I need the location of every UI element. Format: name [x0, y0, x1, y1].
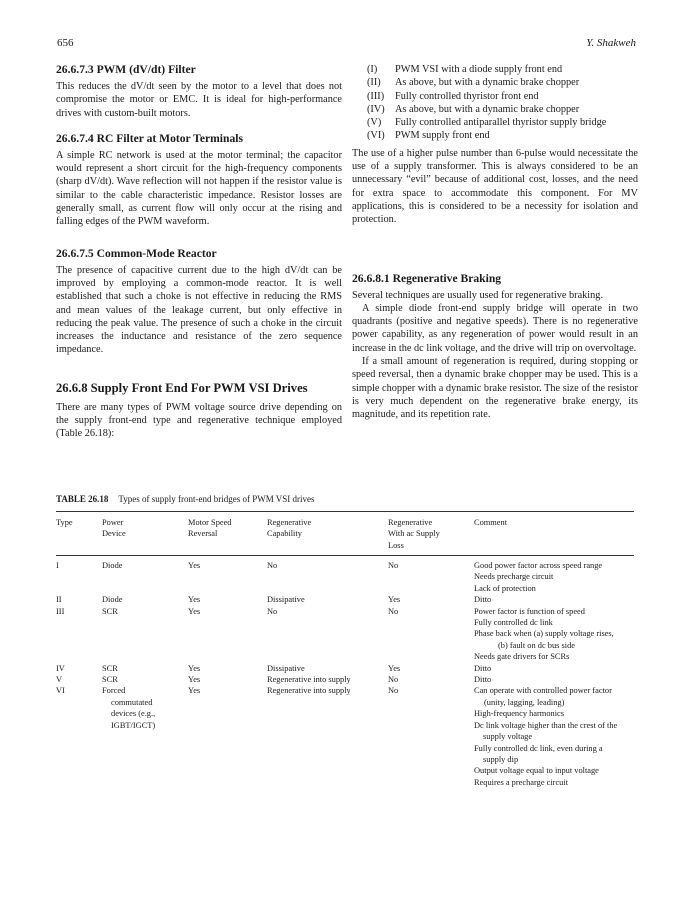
table-caption: [56, 494, 315, 504]
table-row: VI Forced commutated devices (e.g., IGBT/IGCT) Yes Regenerative into supply No Can operate with controlled power factor (unity, lagging, leading) High-frequency harmonics Dc link voltage higher than the crest of the supply voltage Fully controlled dc link, even during a supply dip Output voltage equal to input voltage Requires a precharge circuit: [56, 686, 618, 787]
table-row: V SCR Yes Regenerative into supply No Ditto: [56, 675, 492, 685]
table-row: II Diode Yes Dissipative Yes Ditto: [56, 595, 492, 605]
left-column: [56, 63, 342, 441]
paragraph-pulse-number: The use of a higher pulse number than 6-pulse would necessitate the use of a supply transformer. This is always considered to be an unnecessary “evil” because of additional cost, losses, and the need for extra space to accommodate this component. For MV applications, this is considered to be a necessity for isolation and protection.: [352, 147, 638, 226]
section-heading-pwm-filter: 26.6.7.3 PWM (dV/dt) Filter: [56, 63, 196, 76]
section-heading-supply-front-end: 26.6.8 Supply Front End For PWM VSI Drives: [56, 380, 308, 395]
paragraph-rc-filter: A simple RC network is used at the motor terminal; the capacitor would represent a short circuit for the high-frequency components (sharp dV/dt). Wave reflection will not happen if the resistor value is similar to the cable characteristic impedance. Resistor losses are generally small, as current flow will only occur at the rising and falling edges of the PWM waveform.: [56, 149, 342, 228]
drive-types-list: [352, 63, 638, 143]
table-label: TABLE 26.18: [56, 494, 109, 504]
header-power-device: Power Device: [102, 518, 126, 539]
paragraph-dynamic-brake: If a small amount of regeneration is required, during stopping or speed reversal, then a dynamic brake chopper may be used. This is a simple chopper with a dynamic brake resistor. The size of the resistor is very much dependent on the regenerative brake energy, its magnitude, and its repetition rate.: [352, 356, 638, 421]
table-row: I Diode Yes No No Good power factor across speed range Needs precharge circuit Lack of protection: [56, 561, 603, 593]
paragraph-supply-front-end: There are many types of PWM voltage source drive depending on the supply front-end type and regenerative technique employed (Table 26.18):: [56, 401, 342, 440]
header-regenerative-supply-loss: Regenerative With ac Supply Loss: [388, 518, 440, 550]
page-number: 656: [57, 37, 74, 49]
header-regenerative-capability: Regenerative Capability: [267, 518, 312, 539]
list-item: (VI) PWM supply front end: [367, 130, 490, 142]
table-header: [56, 517, 634, 551]
running-header-author: Y. Shakweh: [586, 37, 636, 49]
section-heading-common-mode-reactor: 26.6.7.5 Common-Mode Reactor: [56, 246, 217, 260]
paragraph-diode-front-end: A simple diode front-end supply bridge will operate in two quadrants (positive and negative speeds). There is no regenerative power capability, as any regeneration of power would result in an increase in the dc link voltage, and the drive will trip on overvoltage.: [352, 302, 638, 354]
header-type: Type: [56, 518, 73, 527]
list-item: (I) PWM VSI with a diode supply front end: [367, 64, 563, 75]
paragraph-pwm-filter: This reduces the dV/dt seen by the motor to a level that does not compromise the motor or EMC. It is ideal for high-performance drives with custom-built motors.: [56, 81, 342, 119]
list-item: (IV) As above, but with a dynamic brake chopper: [367, 103, 580, 115]
table-row: IV SCR Yes Dissipative Yes Ditto: [56, 663, 492, 673]
table-header-rule: [56, 555, 634, 556]
list-item: (II) As above, but with a dynamic brake chopper: [367, 77, 580, 89]
right-column: [352, 63, 638, 422]
section-heading-regenerative-braking: 26.6.8.1 Regenerative Braking: [352, 271, 502, 285]
table-caption-text: Types of supply front-end bridges of PWM VSI drives: [118, 494, 315, 504]
header-comment: Comment: [474, 518, 508, 527]
table-top-rule: [56, 511, 634, 512]
list-item: (V) Fully controlled antiparallel thyristor supply bridge: [367, 117, 607, 129]
header-motor-speed-reversal: Motor Speed Reversal: [188, 518, 232, 539]
section-heading-rc-filter: 26.6.7.4 RC Filter at Motor Terminals: [56, 131, 243, 145]
list-item: (III) Fully controlled thyristor front end: [367, 90, 539, 102]
paragraph-common-mode-reactor: The presence of capacitive current due to the high dV/dt can be improved by employing a common-mode reactor. It is well established that such a choke is not effective in reducing the RMS and mean values of the leakage current, but only effective in reducing the peak value. The presence of such a choke in the circuit increases the inductance and resistance of the zero sequence impedance.: [56, 264, 342, 356]
paragraph-regen-intro: Several techniques are usually used for regenerative braking.: [352, 289, 604, 301]
table-row: III SCR Yes No No Power factor is function of speed Fully controlled dc link Phase back when (a) supply voltage rises, (b) fault on dc bus side Needs gate drivers for SCRs: [56, 606, 614, 662]
table-body: [56, 560, 634, 788]
